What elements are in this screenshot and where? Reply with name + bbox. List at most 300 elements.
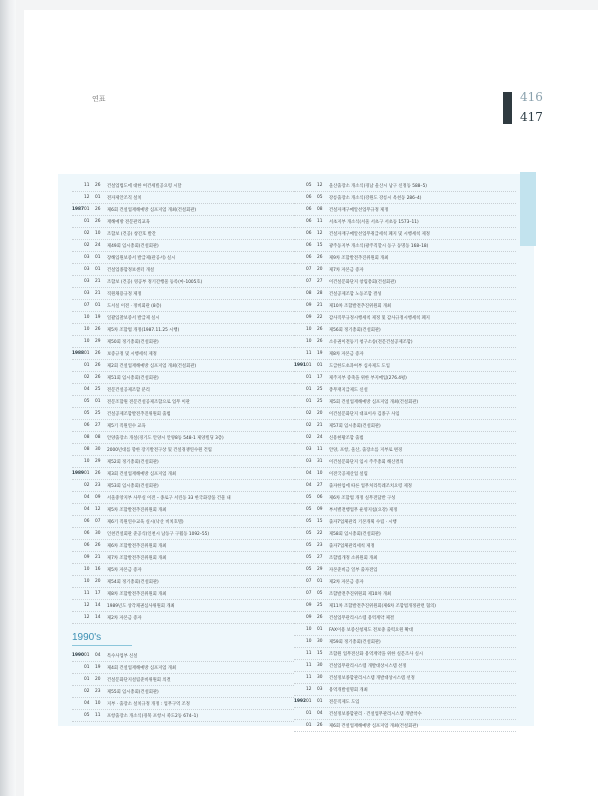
timeline-row xyxy=(294,276,516,288)
timeline-event: 제4회 건설업재해예방 심포지엄 개최 xyxy=(107,665,177,671)
timeline-row xyxy=(294,264,516,276)
timeline-month: 01 xyxy=(84,219,90,224)
timeline-month: 01 xyxy=(306,399,312,404)
timeline-row xyxy=(72,348,294,360)
timeline-event: 제2차 자본금 증자 xyxy=(107,615,142,621)
timeline-day: 05 xyxy=(317,591,323,596)
timeline-month: 09 xyxy=(306,603,312,608)
timeline-day: 26 xyxy=(317,723,323,728)
timeline-event: 제5회 건설업재해예방 심포지엄 개최(건설회관) xyxy=(329,399,419,405)
timeline-row xyxy=(294,408,516,420)
timeline-event: 전문직제도 도입 xyxy=(329,699,360,705)
timeline-month: 10 xyxy=(306,327,312,332)
timeline-row xyxy=(294,420,516,432)
timeline-year: 1990 xyxy=(72,653,84,658)
timeline-month: 05 xyxy=(84,713,90,718)
timeline-row xyxy=(72,698,294,710)
timeline-event: 제6차 조합발전추진위원회 개최 xyxy=(107,543,167,549)
timeline-day: 01 xyxy=(317,363,323,368)
timeline-event: 이건설문화단지 임시 주주총회 해산결의 xyxy=(329,459,404,465)
timeline-month: 10 xyxy=(84,459,90,464)
timeline-event: 출자7업체관리세칙 제정 xyxy=(329,543,375,549)
timeline-row xyxy=(294,192,516,204)
timeline-month: 04 xyxy=(84,507,90,512)
timeline-row xyxy=(294,312,516,324)
timeline-month: 01 xyxy=(306,375,312,380)
timeline-month: 01 xyxy=(84,471,90,476)
timeline-month: 03 xyxy=(306,459,312,464)
timeline-day: 30 xyxy=(95,447,101,452)
timeline-month: 12 xyxy=(84,615,90,620)
timeline-event: 제52회 정기총회(건설회관) xyxy=(107,459,159,465)
timeline-day: 04 xyxy=(95,653,101,658)
timeline-month: 01 xyxy=(306,699,312,704)
timeline-day: 05 xyxy=(317,195,323,200)
timeline-row xyxy=(72,528,294,540)
timeline-row xyxy=(294,708,516,720)
timeline-day: 12 xyxy=(317,183,323,188)
timeline-row xyxy=(72,240,294,252)
timeline-row xyxy=(294,204,516,216)
timeline-event: 서울중앙지부 사무실 이전 – 종로구 서린동 33 한국화장품 건물 내 xyxy=(107,495,231,501)
timeline-day: 26 xyxy=(317,615,323,620)
timeline-day: 20 xyxy=(95,579,101,584)
timeline-day: 17 xyxy=(317,375,323,380)
timeline-day: 08 xyxy=(317,207,323,212)
timeline-month: 10 xyxy=(84,339,90,344)
timeline-year: 1989 xyxy=(72,471,84,476)
timeline-row xyxy=(294,528,516,540)
timeline-month: 08 xyxy=(84,435,90,440)
timeline-month: 12 xyxy=(84,195,90,200)
timeline-event: 건설업무관리시스템 개발대상시스템 선정 xyxy=(329,663,407,669)
timeline-day: 19 xyxy=(317,351,323,356)
timeline-month: 04 xyxy=(306,483,312,488)
timeline-row xyxy=(72,360,294,372)
timeline-event: 인천건설회관 준공식(인천시 남동구 구월동 1092–55) xyxy=(107,531,210,537)
timeline-day: 26 xyxy=(95,351,101,356)
timeline-event: 건설정보종합관리시스템 개발대상시스템 선정 xyxy=(329,675,415,681)
timeline-day: 28 xyxy=(317,291,323,296)
timeline-event: 제3회 건설업재해예방 심포지엄 개최 xyxy=(107,471,177,477)
timeline-month: 09 xyxy=(306,315,312,320)
timeline-row xyxy=(294,480,516,492)
timeline-event: 건설공제조합발전추진위원회 출범 xyxy=(107,411,171,417)
timeline-day: 27 xyxy=(317,483,323,488)
timeline-day: 10 xyxy=(95,701,101,706)
timeline-day: 20 xyxy=(95,677,101,682)
timeline-day: 26 xyxy=(317,339,323,344)
timeline-row xyxy=(72,264,294,276)
timeline-month: 10 xyxy=(306,639,312,644)
timeline-row xyxy=(294,396,516,408)
timeline-event: 제7차 조합발전추진위원회 개최 xyxy=(107,555,167,561)
timeline-row xyxy=(294,600,516,612)
timeline-list-1980s xyxy=(72,180,294,624)
timeline-year: 1987 xyxy=(72,207,84,212)
timeline-month: 01 xyxy=(306,363,312,368)
timeline-day: 11 xyxy=(317,219,323,224)
timeline-month: 04 xyxy=(84,495,90,500)
timeline-event: 제11차 조합발전추진위원회(제6차 조합법개정관련 협의) xyxy=(329,603,436,609)
timeline-day: 14 xyxy=(95,615,101,620)
timeline-row xyxy=(72,662,294,674)
timeline-event: 조합보 (건공) 영공부 정기간행물 등록(마-1005호) xyxy=(107,279,203,285)
timeline-row xyxy=(294,516,516,528)
timeline-month: 06 xyxy=(306,243,312,248)
timeline-event: 소유권이전등기 청구소송(전문건설공제조합) xyxy=(329,339,413,345)
timeline-month: 02 xyxy=(306,423,312,428)
timeline-event: 건설업종합정보센터 개설 xyxy=(107,267,155,273)
timeline-day: 20 xyxy=(317,411,323,416)
timeline-list-1990s xyxy=(72,650,294,722)
timeline-row xyxy=(294,684,516,696)
timeline-month: 10 xyxy=(84,327,90,332)
timeline-row xyxy=(294,564,516,576)
timeline-event: 건설자재구매알선업무규정 제정 xyxy=(329,207,389,213)
timeline-event: 울산출장소 개소식(경남 울산시 남구 신정동 588–5) xyxy=(329,183,427,189)
timeline-row xyxy=(72,372,294,384)
timeline-row xyxy=(294,624,516,636)
timeline-event: 강릉출장소 개소식(강원도 강릉시 옥천동 286–4) xyxy=(329,195,422,201)
timeline-month: 04 xyxy=(306,471,312,476)
timeline-row xyxy=(72,600,294,612)
timeline-event: 이전국공제산업 설립 xyxy=(329,471,368,477)
timeline-month: 02 xyxy=(84,483,90,488)
page-number-left: 416 xyxy=(520,90,543,104)
timeline-event: 제2차 자본금 증자 xyxy=(329,579,364,585)
timeline-day: 14 xyxy=(95,603,101,608)
timeline-month: 06 xyxy=(84,531,90,536)
timeline-row xyxy=(72,588,294,600)
timeline-day: 19 xyxy=(95,665,101,670)
timeline-month: 08 xyxy=(84,447,90,452)
timeline-day: 31 xyxy=(317,459,323,464)
timeline-day: 01 xyxy=(317,579,323,584)
timeline-month: 06 xyxy=(306,231,312,236)
timeline-row xyxy=(72,288,294,300)
timeline-event: 건설공제조합 노동조합 결성 xyxy=(329,291,382,297)
timeline-month: 01 xyxy=(84,207,90,212)
timeline-month: 01 xyxy=(306,387,312,392)
timeline-day: 30 xyxy=(95,531,101,536)
timeline-day: 29 xyxy=(95,459,101,464)
timeline-event: 조합법개정 소위원회 개최 xyxy=(329,555,378,561)
timeline-row xyxy=(294,180,516,192)
timeline-event: 건설업무관리시스템 용역계약 체결 xyxy=(329,615,394,621)
timeline-month: 09 xyxy=(84,555,90,560)
timeline-event: 광주동지부 개소식(광주직할시 동구 동명동 168–18) xyxy=(329,243,429,249)
timeline-event: 건설업법도에 대한 여건세빌공요령 시달 xyxy=(107,183,182,189)
side-tab xyxy=(520,172,536,246)
timeline-month: 05 xyxy=(306,519,312,524)
timeline-month: 11 xyxy=(84,183,90,188)
timeline-day: 04 xyxy=(317,711,323,716)
timeline-day: 03 xyxy=(317,687,323,692)
timeline-month: 11 xyxy=(84,591,90,596)
timeline-row xyxy=(294,672,516,684)
timeline-month: 02 xyxy=(306,435,312,440)
timeline-month: 02 xyxy=(84,243,90,248)
timeline-month: 05 xyxy=(306,183,312,188)
timeline-row xyxy=(72,492,294,504)
timeline-month: 01 xyxy=(84,351,90,356)
timeline-month: 10 xyxy=(306,339,312,344)
timeline-month: 04 xyxy=(84,701,90,706)
timeline-event: 제5차 조합발전추진위원회 개최 xyxy=(107,507,167,513)
page-number-bar xyxy=(503,92,512,124)
timeline-month: 07 xyxy=(306,591,312,596)
timeline-row xyxy=(72,192,294,204)
timeline-row xyxy=(72,468,294,480)
timeline-day: 29 xyxy=(95,339,101,344)
timeline-row xyxy=(294,504,516,516)
timeline-day: 10 xyxy=(317,471,323,476)
timeline-day: 11 xyxy=(317,447,323,452)
timeline-row xyxy=(72,576,294,588)
timeline-row xyxy=(72,650,294,662)
timeline-month: 01 xyxy=(306,711,312,716)
timeline-row xyxy=(294,636,516,648)
timeline-month: 10 xyxy=(306,627,312,632)
timeline-event: 제50회 정기총회(건설회관) xyxy=(107,339,159,345)
timeline-day: 24 xyxy=(95,243,101,248)
timeline-day: 26 xyxy=(95,327,101,332)
timeline-event: 건설자재구매알선업무취급세칙 폐지 및 시행세칙 제정 xyxy=(329,231,430,237)
timeline-day: 21 xyxy=(317,423,323,428)
timeline-row xyxy=(72,216,294,228)
timeline-month: 11 xyxy=(306,675,312,680)
timeline-event: 신용현황조합 출범 xyxy=(329,435,364,441)
timeline-month: 08 xyxy=(306,291,312,296)
timeline-month: 05 xyxy=(306,567,312,572)
timeline-row xyxy=(72,180,294,192)
timeline-day: 21 xyxy=(95,555,101,560)
timeline-row xyxy=(72,228,294,240)
timeline-event: 제6회 건설업재해예방 심포지엄 개최(건설회관) xyxy=(107,207,197,213)
timeline-month: 10 xyxy=(84,567,90,572)
timeline-day: 15 xyxy=(317,651,323,656)
timeline-month: 06 xyxy=(84,543,90,548)
timeline-row xyxy=(72,420,294,432)
timeline-month: 10 xyxy=(84,579,90,584)
timeline-row xyxy=(294,360,516,372)
timeline-month: 04 xyxy=(84,387,90,392)
timeline-month: 11 xyxy=(306,351,312,356)
timeline-month: 07 xyxy=(84,303,90,308)
timeline-month: 05 xyxy=(84,399,90,404)
timeline-day: 23 xyxy=(95,689,101,694)
timeline-row xyxy=(294,552,516,564)
timeline-event: 서초지부 개소식(서울 서초구 서초동 1573–11) xyxy=(329,219,419,225)
timeline-row xyxy=(294,456,516,468)
timeline-day: 27 xyxy=(317,279,323,284)
timeline-day: 25 xyxy=(95,387,101,392)
timeline-day: 29 xyxy=(317,567,323,572)
timeline-event: 전자제안조직 설치 xyxy=(107,195,142,201)
timeline-event: 제59회 정기총회(건설회관) xyxy=(329,639,381,645)
timeline-month: 09 xyxy=(306,615,312,620)
timeline-event: 재해예방 전문관리교육 xyxy=(107,219,150,225)
timeline-row xyxy=(72,540,294,552)
timeline-event: 감사직무규정시행세칙 제정 및 감사규정시행세칙 폐지 xyxy=(329,315,430,321)
timeline-event: 조합원 업무전산화 용역계약을 위한 실문조사 실시 xyxy=(329,651,423,657)
timeline-day: 10 xyxy=(95,231,101,236)
timeline-row xyxy=(294,336,516,348)
timeline-month: 05 xyxy=(306,531,312,536)
timeline-day: 01 xyxy=(95,399,101,404)
timeline-month: 06 xyxy=(306,255,312,260)
timeline-event: 부서별전행업무 운영지침(요강) 제정 xyxy=(329,507,398,513)
timeline-month: 06 xyxy=(84,519,90,524)
timeline-day: 26 xyxy=(317,327,323,332)
timeline-month: 06 xyxy=(306,207,312,212)
timeline-event: 조합발전추진위원회 제10차 개최 xyxy=(329,591,392,597)
timeline-day: 09 xyxy=(317,507,323,512)
timeline-event: 제5차 조합법 개정(1987.11.25 시행) xyxy=(107,327,180,333)
timeline-row xyxy=(294,324,516,336)
timeline-event: 제49회 임시총회(건설회관) xyxy=(107,243,159,249)
timeline-day: 01 xyxy=(95,267,101,272)
timeline-month: 01 xyxy=(84,653,90,658)
timeline-row xyxy=(72,432,294,444)
timeline-row xyxy=(294,252,516,264)
timeline-day: 26 xyxy=(95,219,101,224)
timeline-day: 24 xyxy=(317,435,323,440)
timeline-day: 21 xyxy=(95,291,101,296)
timeline-month: 10 xyxy=(84,315,90,320)
timeline-row xyxy=(294,384,516,396)
timeline-row xyxy=(294,372,516,384)
timeline-event: 제8차 조합발전추진위원회 개최 xyxy=(107,591,167,597)
timeline-row xyxy=(72,516,294,528)
timeline-row xyxy=(294,228,516,240)
timeline-row xyxy=(72,456,294,468)
timeline-month: 06 xyxy=(84,423,90,428)
timeline-event: 제9차 조합발전추진위원회 개최 xyxy=(329,255,389,261)
timeline-day: 23 xyxy=(317,543,323,548)
timeline-row xyxy=(72,336,294,348)
timeline-event: 총무재지급제도 신설 xyxy=(329,387,368,393)
timeline-month: 03 xyxy=(84,255,90,260)
timeline-day: 12 xyxy=(95,507,101,512)
timeline-month: 05 xyxy=(306,555,312,560)
timeline-event: 보증규정 및 시행세칙 제정 xyxy=(107,351,157,357)
timeline-month: 02 xyxy=(306,411,312,416)
timeline-event: 안양, 포항, 울산, 출장소를 지부로 변경 xyxy=(329,447,403,453)
timeline-row xyxy=(294,660,516,672)
timeline-row xyxy=(72,324,294,336)
timeline-row xyxy=(72,674,294,686)
timeline-row xyxy=(294,288,516,300)
timeline-event: 전문건설공제조합 분리 xyxy=(107,387,150,393)
timeline-day: 09 xyxy=(95,495,101,500)
timeline-event: 제2회 건설업재해예방 심포지엄 개최(건설회관) xyxy=(107,363,197,369)
timeline-event: 제주지부 증축을 위한 부지매입(276.4평) xyxy=(329,375,407,381)
timeline-day: 17 xyxy=(95,591,101,596)
timeline-event: 포항출장소 개소식(경북 포항시 죽도2동 674–1) xyxy=(107,713,199,719)
timeline-day: 01 xyxy=(317,699,323,704)
timeline-event: 제6회 건설업재해예방 심포지엄 개최(건설회관) xyxy=(329,723,419,729)
timeline-row xyxy=(294,696,516,708)
timeline-day: 01 xyxy=(317,627,323,632)
timeline-event: 장해입원보증서 발급제(관공서) 실시 xyxy=(107,255,176,261)
timeline-month: 03 xyxy=(84,279,90,284)
timeline-day: 25 xyxy=(317,603,323,608)
timeline-column-right xyxy=(294,180,516,732)
timeline-event: 2000년대를 향한 장기발전구상 및 건설경쟁연수원 건립 xyxy=(107,447,212,453)
timeline-event: 안양출장소 개설(경기도 안양시 안양8동 548-1 제양빌딩 3층) xyxy=(107,435,224,441)
timeline-event: 제10차 조합발전추진위원회 개최 xyxy=(329,303,392,309)
timeline-event: 제58회 임시총회(건설회관) xyxy=(329,531,381,537)
timeline-row xyxy=(294,444,516,456)
timeline-event: 이건설문화단지 대표이사 김종구 사임 xyxy=(329,411,400,417)
timeline-event: 제53회 임시총회(건설회관) xyxy=(107,483,159,489)
timeline-event: 제56회 정기총회(건설회관) xyxy=(329,327,381,333)
timeline-day: 20 xyxy=(317,267,323,272)
timeline-month: 02 xyxy=(84,689,90,694)
timeline-row xyxy=(72,612,294,624)
timeline-event: 제57회 임시총회(건설회관) xyxy=(329,423,381,429)
timeline-day: 21 xyxy=(95,279,101,284)
timeline-event: 도서실 이전 · 정비회관 (8층) xyxy=(107,303,162,309)
timeline-day: 01 xyxy=(95,195,101,200)
timeline-row xyxy=(72,710,294,722)
timeline-month: 05 xyxy=(306,543,312,548)
page-number-right: 417 xyxy=(520,110,543,124)
timeline-row xyxy=(294,588,516,600)
timeline-row xyxy=(294,540,516,552)
timeline-row xyxy=(72,504,294,516)
timeline-event: 출자한임에 따른 업무처리특례조치요령 제정 xyxy=(329,483,412,489)
timeline-row xyxy=(294,300,516,312)
timeline-day: 08 xyxy=(95,435,101,440)
timeline-month: 01 xyxy=(84,677,90,682)
timeline-day: 25 xyxy=(317,399,323,404)
timeline-day: 22 xyxy=(317,315,323,320)
timeline-event: 자본준비금 일부 출자전입 xyxy=(329,567,378,573)
timeline-day: 25 xyxy=(317,387,323,392)
timeline-row xyxy=(72,252,294,264)
timeline-month: 02 xyxy=(84,231,90,236)
timeline-row xyxy=(294,432,516,444)
timeline-day: 26 xyxy=(95,183,101,188)
timeline-month: 03 xyxy=(84,291,90,296)
timeline-row xyxy=(72,552,294,564)
timeline-row xyxy=(294,240,516,252)
timeline-list-right xyxy=(294,180,516,732)
timeline-row xyxy=(72,312,294,324)
timeline-event: 지부 · 출장소 설치규정 개정 : 업무구역 조정 xyxy=(107,701,190,707)
timeline-event: 제51회 임시총회(건설회관) xyxy=(107,375,159,381)
timeline-month: 06 xyxy=(306,219,312,224)
timeline-row xyxy=(294,612,516,624)
timeline-event: 용역개발설명회 개최 xyxy=(329,687,368,693)
timeline-event: FAX이용 보증신청제도 전보충 출력요원 확대 xyxy=(329,627,413,633)
timeline-row xyxy=(294,720,516,732)
timeline-month: 07 xyxy=(306,579,312,584)
timeline-day: 30 xyxy=(317,639,323,644)
timeline-event: 도급한도초과여부 심사제도 도입 xyxy=(329,363,390,369)
timeline-event: 제54회 정기총회(건설회관) xyxy=(107,579,159,585)
timeline-day: 26 xyxy=(95,207,101,212)
timeline-row xyxy=(294,468,516,480)
timeline-day: 07 xyxy=(95,519,101,524)
timeline-day: 12 xyxy=(317,231,323,236)
timeline-event: 제8차 자본금 증자 xyxy=(329,351,364,357)
timeline-day: 23 xyxy=(95,483,101,488)
timeline-day: 01 xyxy=(95,303,101,308)
